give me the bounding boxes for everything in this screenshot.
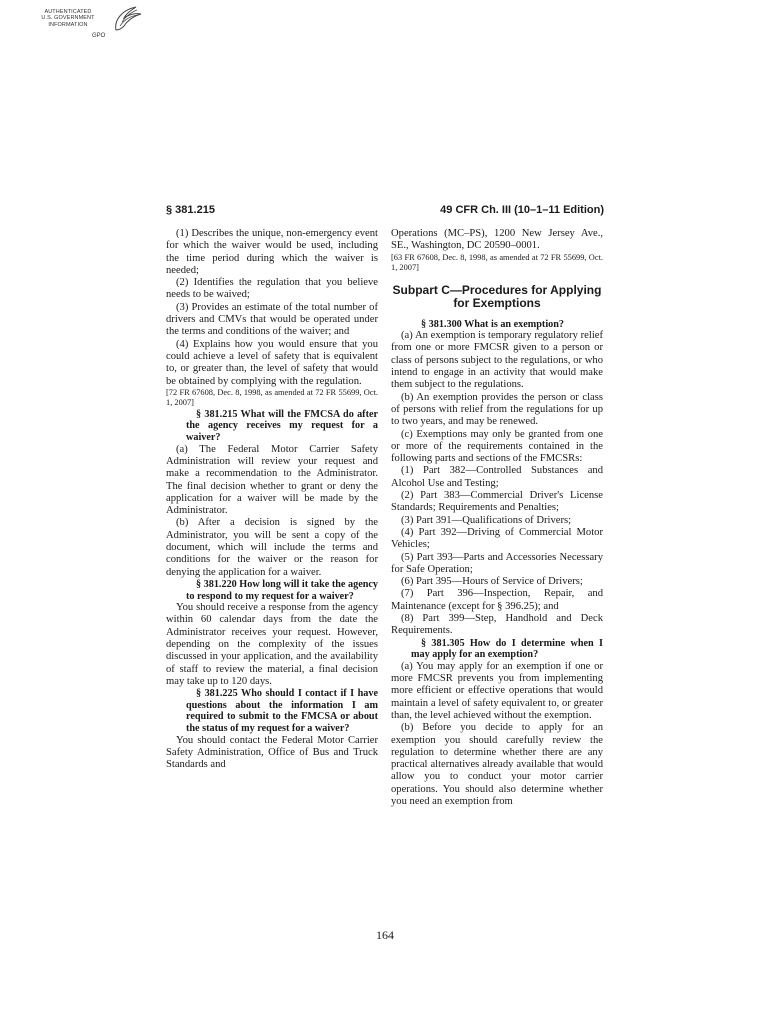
paragraph: (a) You may apply for an exemption if one or more FMCSR prevents you from implementing more efficient or effective operations that would maintain a level of safety equivalent to, or greater than, the level achieved without the exemption. bbox=[391, 660, 603, 721]
section-heading: § 381.300 What is an exemption? bbox=[421, 318, 565, 330]
paragraph: (b) An exemption provides the person or class of persons with relief from the regulations for up to two years, and may be renewed. bbox=[391, 391, 603, 428]
paragraph: (b) After a decision is signed by the Administrator, you will be sent a copy of the document, which will include the terms and conditions for the waiver or the reason for denying the application for a waiver. bbox=[166, 517, 378, 578]
section-heading: § 381.215 What will the FMCSA do after the agency receives my request for a waiver? bbox=[186, 408, 378, 444]
paragraph: (3) Provides an estimate of the total number of drivers and CMVs that would be operated under the terms and conditions of the waiver; and bbox=[166, 301, 378, 338]
source-note: [72 FR 67608, Dec. 8, 1998, as amended at 72 FR 55699, Oct. 1, 2007] bbox=[166, 387, 378, 408]
section-heading: § 381.225 Who should I contact if I have questions about the information I am required to submit to the FMCSA or about the status of my request for a waiver? bbox=[186, 688, 378, 734]
left-column bbox=[166, 228, 378, 771]
seal-text: AUTHENTICATED U.S. GOVERNMENT INFORMATION bbox=[41, 9, 95, 28]
list-item: (3) Part 391—Qualifications of Drivers; bbox=[401, 514, 572, 526]
list-item: (2) Part 383—Commercial Driver's License Standards; Requirements and Penalties; bbox=[391, 490, 603, 514]
paragraph: You should receive a response from the agency within 60 calendar days from the date the Administrator receives your request. However, depending on the complexity of the issues discussed in your application, and the availability of staff to review the material, a final decision may take up to 120 days. bbox=[166, 602, 378, 687]
section-heading: § 381.220 How long will it take the agency to respond to my request for a waiver? bbox=[186, 578, 378, 602]
paragraph: You should contact the Federal Motor Carrier Safety Administration, Office of Bus and Truck Standards and bbox=[166, 734, 378, 771]
paragraph: (a) An exemption is temporary regulatory relief from one or more FMCSR given to a person or class of persons subject to the regulations, or who intend to engage in an activity that would make them subject to the regulations. bbox=[391, 330, 603, 391]
list-item: (4) Part 392—Driving of Commercial Motor Vehicles; bbox=[391, 526, 603, 551]
paragraph: (b) Before you decide to apply for an exemption you should carefully review the regulation to determine whether there are any practical alternatives already available that would allow you to conduct your motor carrier operations. You should also determine whether you need an exemption from bbox=[391, 722, 603, 808]
gpo-mark: GPO bbox=[92, 33, 106, 39]
list-item: (7) Part 396—Inspection, Repair, and Maintenance (except for § 396.25); and bbox=[391, 588, 603, 612]
page-number: 164 bbox=[376, 928, 394, 942]
subpart-heading: Subpart C—Procedures for Applying for Exemptions bbox=[392, 282, 602, 311]
list-item: (6) Part 395—Hours of Service of Drivers; bbox=[401, 576, 583, 588]
paragraph: (2) Identifies the regulation that you believe needs to be waived; bbox=[166, 277, 378, 301]
paragraph: (c) Exemptions may only be granted from one or more of the requirements contained in the following parts and sections of the FMCSRs: bbox=[391, 428, 603, 465]
paragraph: Operations (MC–PS), 1200 New Jersey Ave., SE., Washington, DC 20590–0001. bbox=[391, 228, 603, 252]
list-item: (8) Part 399—Step, Handhold and Deck Requirements. bbox=[391, 613, 603, 637]
right-column bbox=[391, 228, 603, 808]
list-item: (1) Part 382—Controlled Substances and Alcohol Use and Testing; bbox=[391, 465, 603, 489]
paragraph: (4) Explains how you would ensure that you could achieve a level of safety that is equivalent to, or greater than, the level of safety that would be obtained by complying with the regulation. bbox=[166, 338, 378, 387]
running-header-section: § 381.215 bbox=[166, 204, 215, 216]
section-heading: § 381.305 How do I determine when I may apply for an exemption? bbox=[411, 637, 603, 661]
paragraph: (a) The Federal Motor Carrier Safety Administration will review your request and make a recommendation to the Administrator. The final decision whether to grant or deny the application for a waiver will be made by the Administrator. bbox=[166, 443, 378, 517]
eagle-seal-icon bbox=[110, 4, 144, 34]
source-note: [63 FR 67608, Dec. 8, 1998, as amended at 72 FR 55699, Oct. 1, 2007] bbox=[391, 252, 603, 273]
running-header-edition: 49 CFR Ch. III (10–1–11 Edition) bbox=[440, 204, 604, 216]
list-item: (5) Part 393—Parts and Accessories Necessary for Safe Operation; bbox=[391, 551, 603, 575]
authentication-seal bbox=[28, 4, 146, 48]
paragraph: (1) Describes the unique, non-emergency event for which the waiver would be used, including the time period during which the waiver is needed; bbox=[166, 228, 378, 276]
